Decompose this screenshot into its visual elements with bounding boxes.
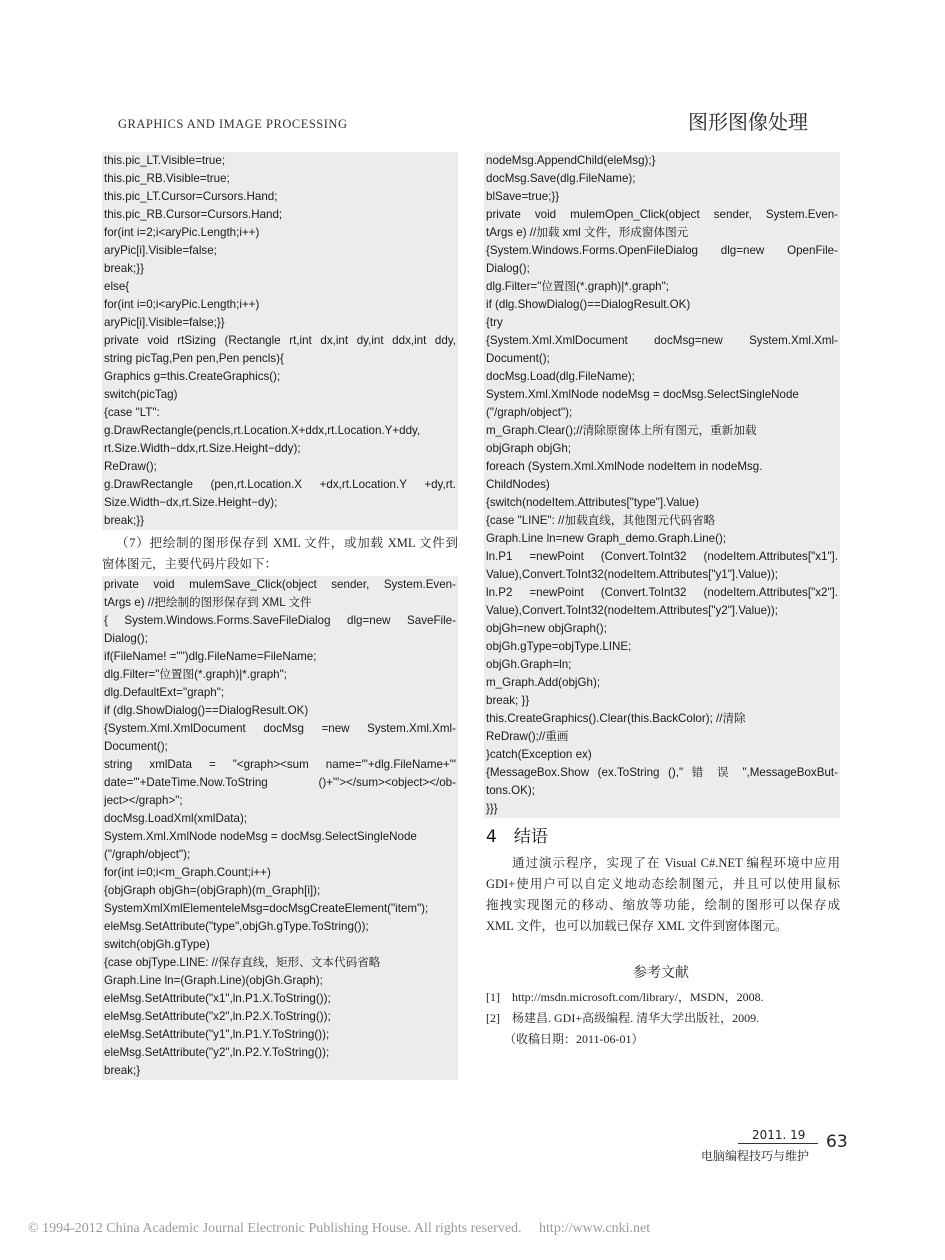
code-line: g.DrawRectangle (pen,rt.Location.X +dx,rt.Location.Y +dy,rt. [104,478,456,491]
code-line: {System.Xml.XmlDocument docMsg=new System.Xml.Xml- [486,334,838,347]
paragraph-save-load-xml [102,533,458,575]
code-line: eleMsg.SetAttribute("x1",ln.P1.X.ToString()); [104,992,331,1005]
code-line: break;}} [104,262,144,275]
code-line: aryPic[i].Visible=false; [104,244,217,257]
running-header-english: GRAPHICS AND IMAGE PROCESSING [118,117,348,131]
code-line: rt.Size.Width−ddx,rt.Size.Height−ddy); [104,442,301,455]
code-line: string picTag,Pen pen,Pen pencls){ [104,352,284,365]
code-line: Graphics g=this.CreateGraphics(); [104,370,281,383]
code-line: this.pic_RB.Cursor=Cursors.Hand; [104,208,283,221]
code-line: {System.Windows.Forms.OpenFileDialog dlg=new OpenFile- [486,244,838,257]
copyright-watermark: © 1994-2012 China Academic Journal Electronic Publishing House. All rights reserved. http://www.cnki.net [28,1221,651,1236]
code-line: Document(); [104,740,168,753]
code-line: docMsg.Save(dlg.FileName); [486,172,636,185]
code-block-right [484,152,840,818]
code-line: this.pic_LT.Cursor=Cursors.Hand; [104,190,278,203]
code-line: for(int i=0;i<aryPic.Length;i++) [104,298,260,311]
code-line: private void mulemSave_Click(object sender, System.Even- [104,578,456,591]
code-line: ReDraw();//重画 [486,730,569,743]
code-line: break;} [104,1064,141,1077]
code-line: {MessageBox.Show (ex.ToString ()," 错 误 ",MessageBoxBut- [486,766,838,779]
footer-divider [738,1143,818,1144]
code-line: break; }} [486,694,530,707]
code-line: ln.P1 =newPoint (Convert.ToInt32 (nodeItem.Attributes["x1"]. [486,550,838,563]
text-line: 通过演示程序，实现了在 Visual C#.NET 编程环境中应用 [512,856,840,870]
page-number: 63 [826,1132,848,1152]
running-header-chinese: 图形图像处理 [688,110,808,134]
code-line: SystemXmlXmlElementeleMsg=docMsgCreateElement("item"); [104,902,429,915]
code-line: Size.Width−dx,rt.Size.Height−dy); [104,496,278,509]
code-line: private void rtSizing (Rectangle rt,int dx,int dy,int ddx,int ddy, [104,334,456,347]
code-line: blSave=true;}} [486,190,560,203]
code-line: g.DrawRectangle(pencls,rt.Location.X+ddx,rt.Location.Y+ddy, [104,424,421,437]
code-line: objGraph objGh; [486,442,572,455]
code-line: nodeMsg.AppendChild(eleMsg);} [486,154,656,167]
code-line: {switch(nodeItem.Attributes["type"].Value) [486,496,699,509]
reference-item: [2] 杨建昌. GDI+高级编程. 清华大学出版社，2009. [486,1011,760,1025]
code-line: tons.OK); [486,784,535,797]
code-line: ject></graph>"; [104,794,183,807]
code-line: this.CreateGraphics().Clear(this.BackColor); //清除 [486,712,746,725]
reference-item: [1] http://msdn.microsoft.com/library/，MSDN，2008. [486,990,764,1004]
code-line: eleMsg.SetAttribute("y2",ln.P2.Y.ToString()); [104,1046,330,1059]
code-line: for(int i=2;i<aryPic.Length;i++) [104,226,260,239]
code-line: private void mulemOpen_Click(object sender, System.Even- [486,208,838,221]
code-line: { System.Windows.Forms.SaveFileDialog dlg=new SaveFile- [104,614,456,627]
code-line: if (dlg.ShowDialog()==DialogResult.OK) [104,704,309,717]
code-line: eleMsg.SetAttribute("type",objGh.gType.ToString()); [104,920,369,933]
journal-name: 电脑编程技巧与维护 [701,1149,810,1163]
code-line: {case "LINE": //加载直线，其他图元代码省略 [486,514,716,527]
code-block-left-bottom [102,576,458,1080]
code-line: dlg.DefaultExt="graph"; [104,686,225,699]
code-line: Document(); [486,352,550,365]
code-line: Dialog(); [104,632,148,645]
code-line: eleMsg.SetAttribute("x2",ln.P2.X.ToString()); [104,1010,331,1023]
text-line: 窗体图元，主要代码片段如下： [102,557,278,571]
code-line: if(FileName! ="")dlg.FileName=FileName; [104,650,317,663]
code-line: else{ [104,280,130,293]
code-line: {System.Xml.XmlDocument docMsg =new System.Xml.Xml- [104,722,456,735]
code-line: ReDraw(); [104,460,157,473]
text-line: GDI+使用户可以自定义地动态绘制图元，并且可以使用鼠标 [486,877,840,891]
code-line: docMsg.Load(dlg.FileName); [486,370,635,383]
issue-date: 2011. 19 [752,1128,806,1142]
code-line: break;}} [104,514,144,527]
paragraph-conclusion [486,853,840,937]
code-line: this.pic_LT.Visible=true; [104,154,226,167]
code-line: switch(picTag) [104,388,178,401]
code-line: ("/graph/object"); [104,848,191,861]
text-line: （7）把绘制的图形保存到 XML 文件，或加载 XML 文件到 [116,536,458,550]
code-line: string xmlData = "<graph><sum name=′"+dlg.FileName+"′ [104,758,456,771]
section-title-conclusion: 4 结语 [486,827,548,847]
code-line: {case objType.LINE: //保存直线，矩形、文本代码省略 [104,956,381,969]
code-line: objGh=new objGraph(); [486,622,607,635]
code-line: ChildNodes) [486,478,550,491]
code-line: Value),Convert.ToInt32(nodeItem.Attributes["y1"].Value)); [486,568,778,581]
code-line: dlg.Filter="位置图(*.graph)|*.graph"; [486,280,669,293]
code-line: {try [486,316,503,329]
code-line: }catch(Exception ex) [486,748,592,761]
code-line: tArgs e) //把绘制的图形保存到 XML 文件 [104,596,312,609]
text-line: 拖拽实现图元的移动、缩放等功能，绘制的图形可以保存成 [486,898,840,912]
code-line: objGh.Graph=ln; [486,658,572,671]
code-line: Graph.Line ln=new Graph_demo.Graph.Line(); [486,532,727,545]
code-line: date=′"+DateTime.Now.ToString ()+"′></sum><object></ob- [104,776,456,789]
code-line: dlg.Filter="位置图(*.graph)|*.graph"; [104,668,287,681]
code-line: Value),Convert.ToInt32(nodeItem.Attributes["y2"].Value)); [486,604,778,617]
code-line: foreach (System.Xml.XmlNode nodeItem in nodeMsg. [486,460,763,473]
text-line: XML 文件，也可以加载已保存 XML 文件到窗体图元。 [486,919,788,933]
code-line: System.Xml.XmlNode nodeMsg = docMsg.SelectSingleNode [104,830,417,843]
code-line: aryPic[i].Visible=false;}} [104,316,225,329]
code-line: if (dlg.ShowDialog()==DialogResult.OK) [486,298,691,311]
code-line: objGh.gType=objType.LINE; [486,640,632,653]
code-line: for(int i=0;i<m_Graph.Count;i++) [104,866,271,879]
code-line: docMsg.LoadXml(xmlData); [104,812,248,825]
code-line: eleMsg.SetAttribute("y1",ln.P1.Y.ToString()); [104,1028,330,1041]
code-line: Dialog(); [486,262,530,275]
code-block-left-top [102,152,458,530]
code-line: m_Graph.Clear();//清除原窗体上所有图元，重新加载 [486,424,757,437]
code-line: ("/graph/object"); [486,406,573,419]
received-date: （收稿日期：2011-06-01） [486,1032,644,1046]
code-line: {case "LT": [104,406,160,419]
code-line: System.Xml.XmlNode nodeMsg = docMsg.SelectSingleNode [486,388,799,401]
code-line: {objGraph objGh=(objGraph)(m_Graph[i]); [104,884,321,897]
code-line: m_Graph.Add(objGh); [486,676,601,689]
code-line: }}} [486,802,498,815]
code-line: switch(objGh.gType) [104,938,210,951]
code-line: Graph.Line ln=(Graph.Line)(objGh.Graph); [104,974,323,987]
code-line: ln.P2 =newPoint (Convert.ToInt32 (nodeItem.Attributes["x2"]. [486,586,838,599]
code-line: tArgs e) //加载 xml 文件，形成窗体图元 [486,226,689,239]
references-title: 参考文献 [633,965,689,981]
code-line: this.pic_RB.Visible=true; [104,172,230,185]
